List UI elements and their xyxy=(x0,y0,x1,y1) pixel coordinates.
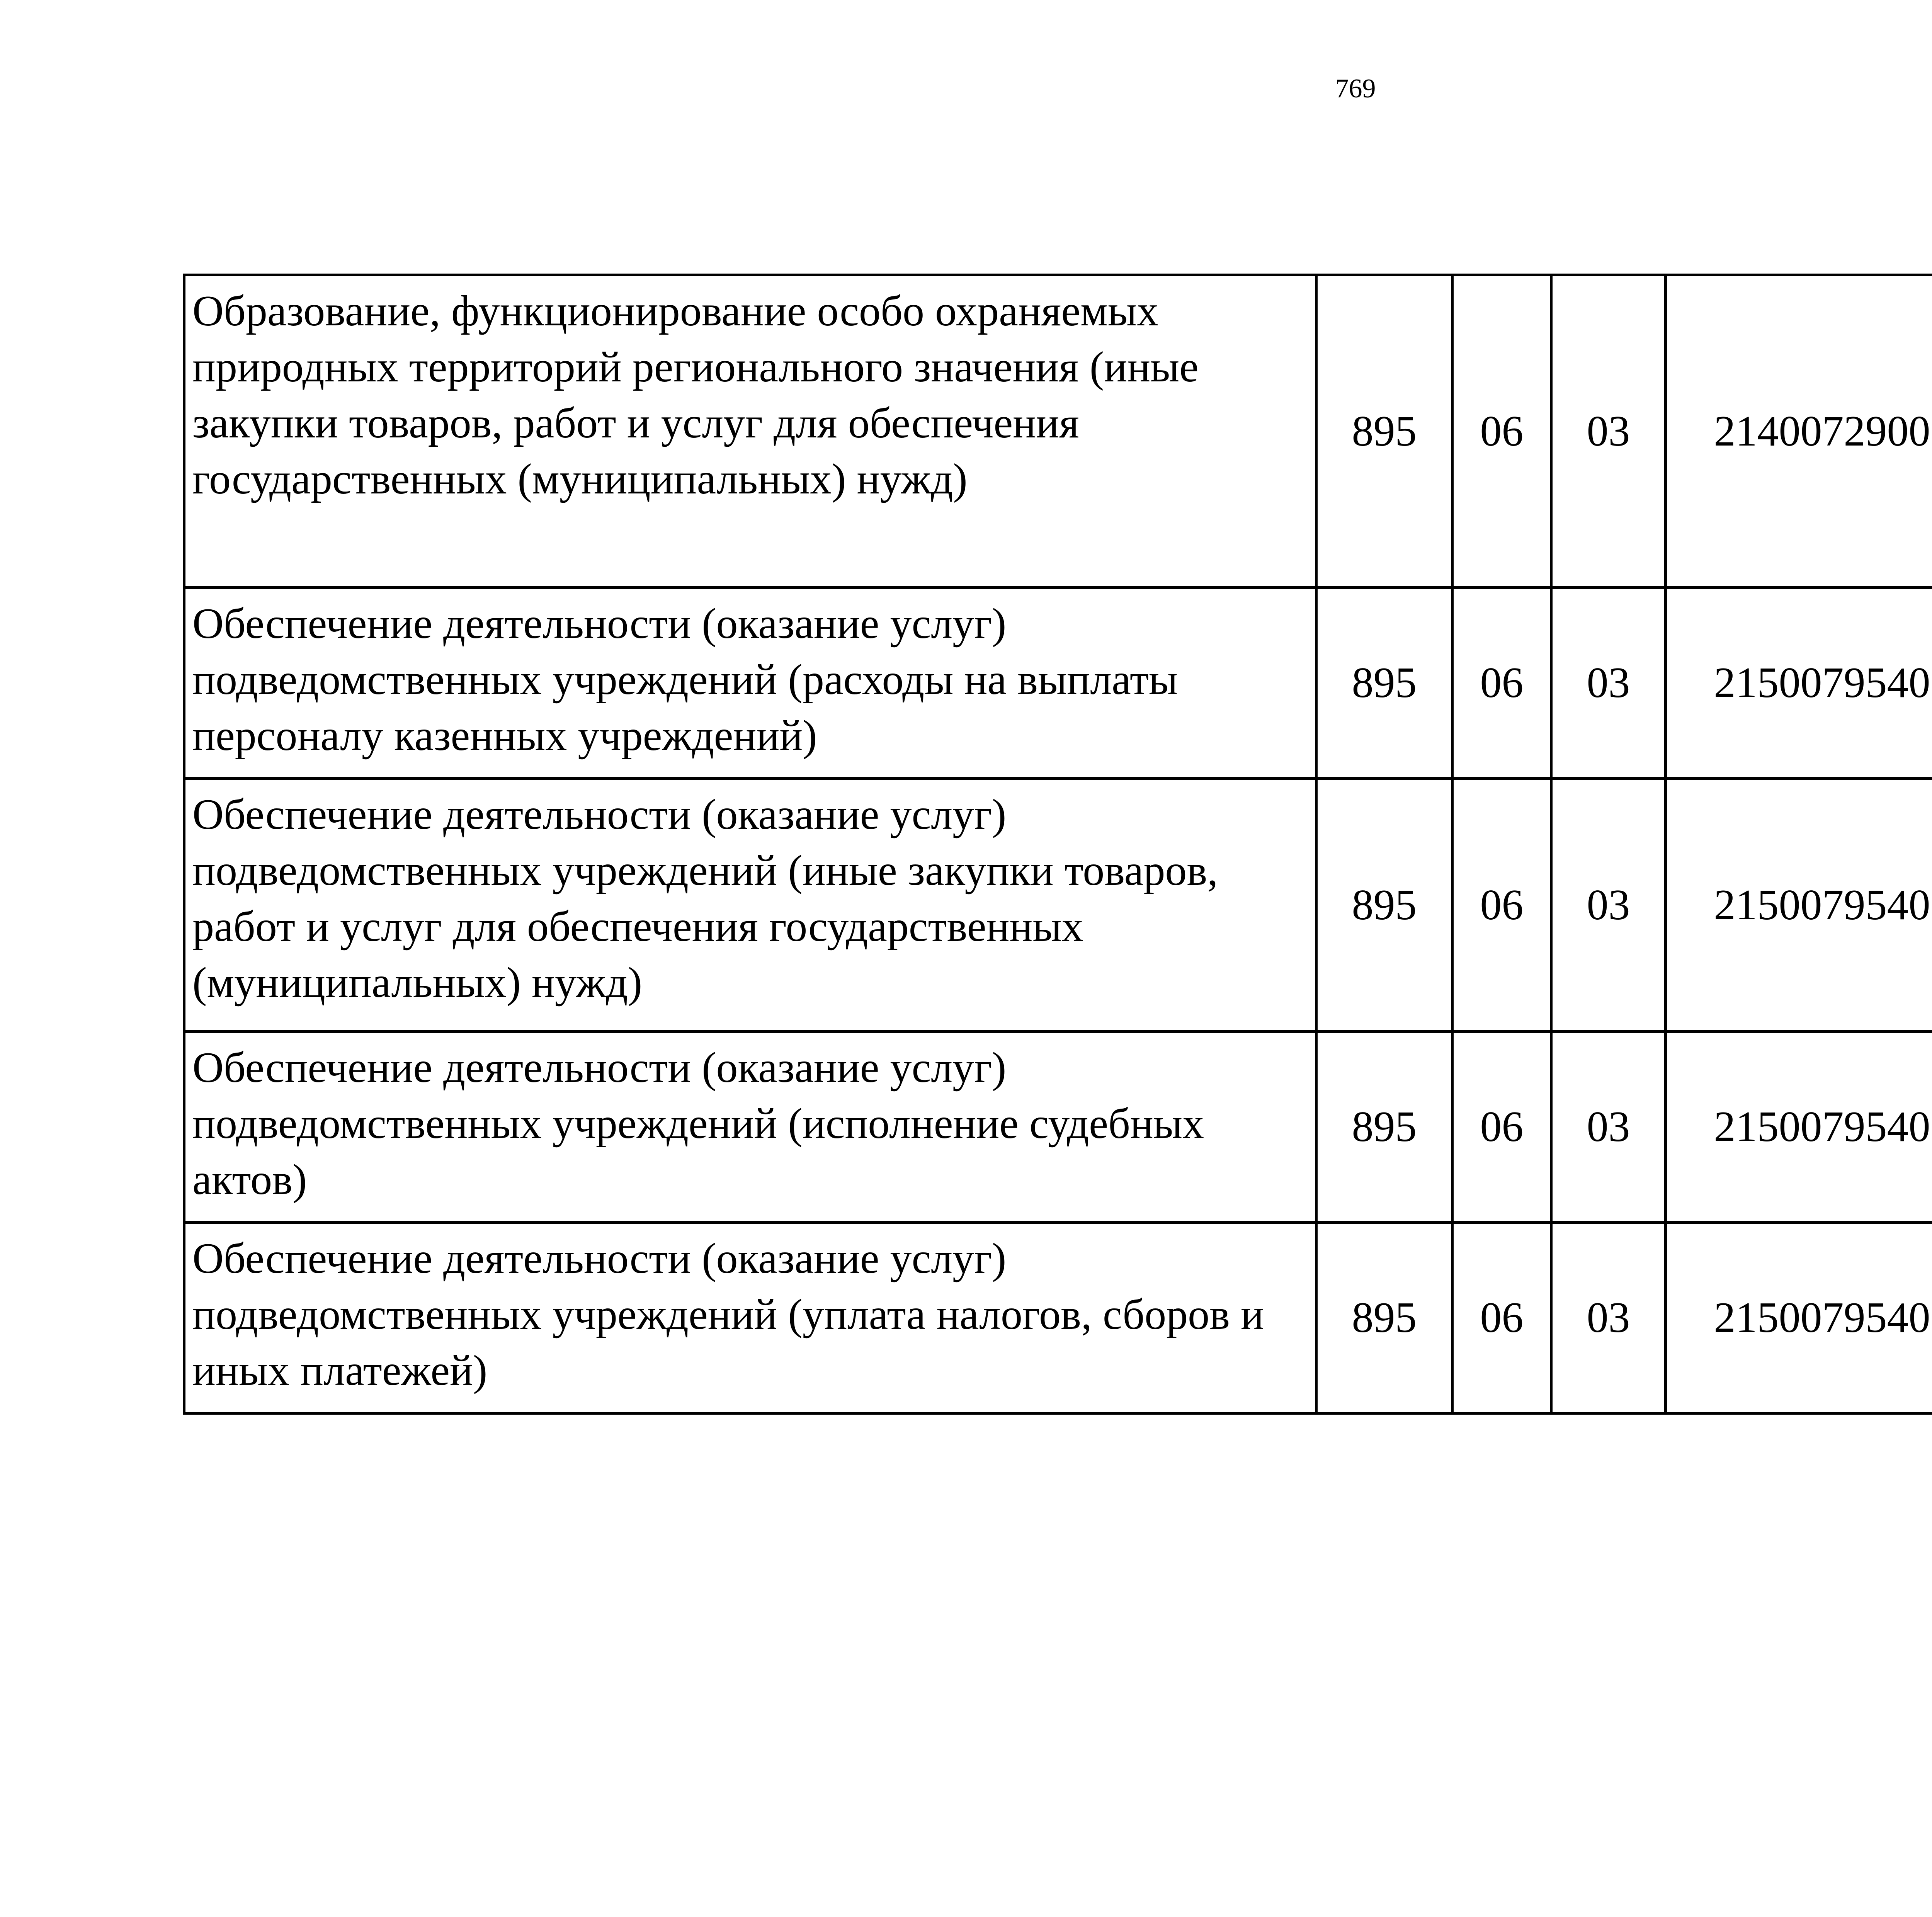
target-article-code: 2150079540 xyxy=(1666,1032,1932,1223)
section-code: 06 xyxy=(1452,275,1551,588)
table-row xyxy=(184,588,1932,779)
target-article-code: 2140072900 xyxy=(1666,275,1932,588)
ministry-code: 895 xyxy=(1316,588,1452,779)
target-article-code: 2150079540 xyxy=(1666,779,1932,1032)
ministry-code: 895 xyxy=(1316,275,1452,588)
ministry-code: 895 xyxy=(1316,1032,1452,1223)
subsection-code: 03 xyxy=(1551,588,1666,779)
table-row xyxy=(184,1032,1932,1223)
target-article-code: 2150079540 xyxy=(1666,1223,1932,1414)
table-row xyxy=(184,779,1932,1032)
subsection-code: 03 xyxy=(1551,779,1666,1032)
row-description: Обеспечение деятельности (оказание услуг) подведомственных учреждений (исполнение судебных актов) xyxy=(184,1032,1316,1223)
section-code: 06 xyxy=(1452,1032,1551,1223)
row-description: Обеспечение деятельности (оказание услуг) подведомственных учреждений (иные закупки товаров, работ и услуг для обеспечения государственных (муниципальных) нужд) xyxy=(184,779,1316,1032)
table-row xyxy=(184,1223,1932,1414)
ministry-code: 895 xyxy=(1316,779,1452,1032)
row-description: Образование, функционирование особо охраняемых природных территорий регионального значения (иные закупки товаров, работ и услуг для обеспечения государственных (муниципальных) нужд) xyxy=(184,275,1316,588)
subsection-code: 03 xyxy=(1551,1223,1666,1414)
budget-table xyxy=(183,274,1932,1415)
ministry-code: 895 xyxy=(1316,1223,1452,1414)
page-number: 769 xyxy=(1335,74,1376,104)
table-row xyxy=(184,275,1932,588)
subsection-code: 03 xyxy=(1551,1032,1666,1223)
section-code: 06 xyxy=(1452,1223,1551,1414)
section-code: 06 xyxy=(1452,588,1551,779)
target-article-code: 2150079540 xyxy=(1666,588,1932,779)
row-description: Обеспечение деятельности (оказание услуг) подведомственных учреждений (расходы на выплаты персоналу казенных учреждений) xyxy=(184,588,1316,779)
row-description: Обеспечение деятельности (оказание услуг) подведомственных учреждений (уплата налогов, сборов и иных платежей) xyxy=(184,1223,1316,1414)
section-code: 06 xyxy=(1452,779,1551,1032)
subsection-code: 03 xyxy=(1551,275,1666,588)
